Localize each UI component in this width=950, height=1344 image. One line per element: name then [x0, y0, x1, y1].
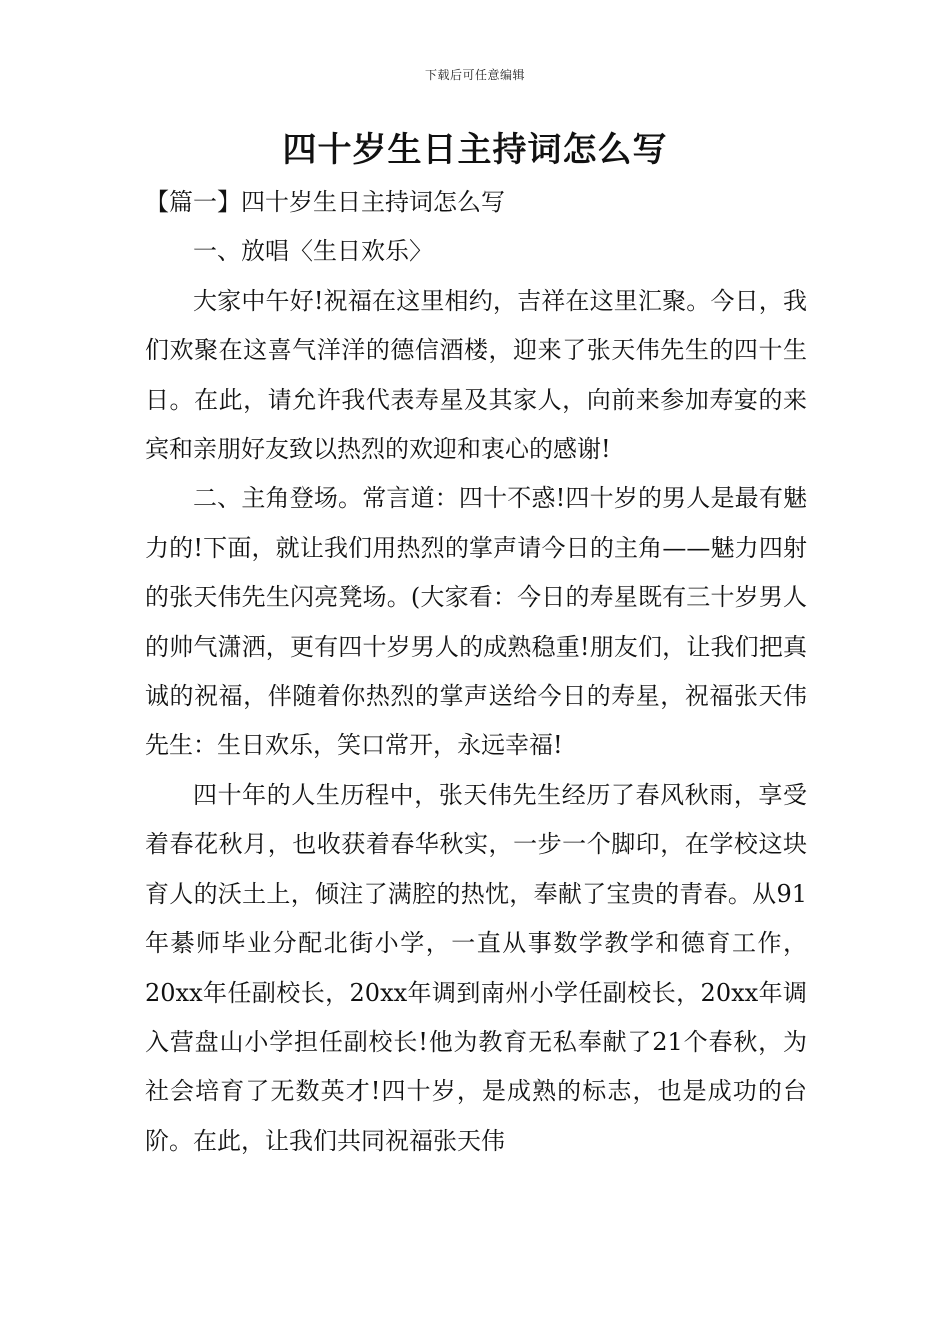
paragraph-4: 四十年的人生历程中，张天伟先生经历了春风秋雨，享受着春花秋月，也收获着春华秋实，一步一个脚印，在学校这块育人的沃土上，倾注了满腔的热忱，奉献了宝贵的青春。从91年綦师毕业分配北街小学，一直从事数学教学和德育工作，20xx年任副校长，20xx年调到南州小学任副校长，20xx年调入营盘山小学担任副校长!他为教育无私奉献了21个春秋，为社会培育了无数英才!四十岁，是成熟的标志，也是成功的台阶。在此，让我们共同祝福张天伟 [145, 780, 807, 1155]
header-note: 下载后可任意编辑 [424, 68, 525, 82]
paragraph-1: 一、放唱〈生日欢乐〉 [193, 237, 433, 266]
paragraph-3: 二、主角登场。常言道：四十不惑!四十岁的男人是最有魅力的!下面，就让我们用热烈的掌声请今日的主角——魅力四射的张天伟先生闪亮凳场。(大家看：今日的寿星既有三十岁男人的帅气潇洒，更有四十岁男人的成熟稳重!朋友们，让我们把真诚的祝福，伴随着你热烈的掌声送给今日的寿星，祝福张天伟先生：生日欢乐，笑口常开，永远幸福! [145, 484, 807, 760]
paragraph-2: 大家中午好!祝福在这里相约，吉祥在这里汇聚。今日，我们欢聚在这喜气洋洋的德信酒楼，迎来了张天伟先生的四十生日。在此，请允许我代表寿星及其家人，向前来参加寿宴的来宾和亲朋好友致以热烈的欢迎和衷心的感谢! [145, 286, 807, 464]
document-body [145, 178, 807, 1166]
page-title: 四十岁生日主持词怎么写 [282, 130, 668, 170]
section-heading: 【篇一】四十岁生日主持词怎么写 [145, 188, 505, 216]
